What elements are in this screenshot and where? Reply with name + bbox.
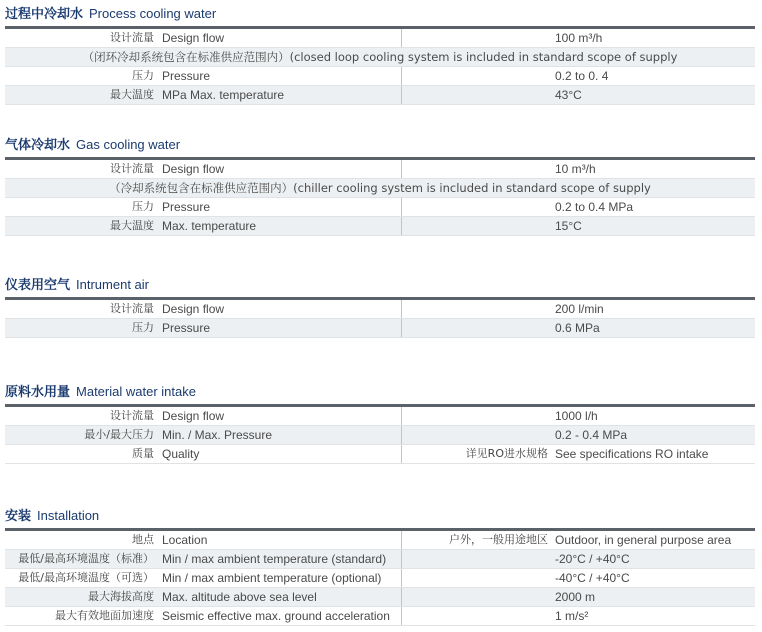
spec-value: 100 m³/h bbox=[555, 31, 603, 45]
spec-section bbox=[5, 384, 755, 464]
column-separator bbox=[401, 319, 402, 337]
section-title bbox=[5, 508, 755, 524]
spec-section bbox=[5, 6, 755, 105]
spec-label-cn: 设计流量 bbox=[110, 31, 154, 44]
spec-value: Outdoor, in general purpose area bbox=[555, 533, 732, 547]
spec-row bbox=[5, 550, 755, 569]
section-title-cn: 气体冷却水 bbox=[5, 138, 71, 153]
section-title bbox=[5, 384, 755, 400]
spec-label-en: Design flow bbox=[162, 162, 225, 176]
spec-value: 43°C bbox=[555, 88, 582, 102]
spec-row bbox=[5, 607, 755, 626]
section-title bbox=[5, 277, 755, 293]
spec-label-en: Seismic effective max. ground acceleration bbox=[162, 609, 390, 623]
spec-row bbox=[5, 160, 755, 179]
spec-value: 200 l/min bbox=[555, 302, 604, 316]
spec-label-en: Min / max ambient temperature (optional) bbox=[162, 571, 382, 585]
spec-value: 2000 m bbox=[555, 590, 596, 604]
spec-label-en: Max. temperature bbox=[162, 219, 257, 233]
column-separator bbox=[401, 67, 402, 85]
spec-value: 0.6 MPa bbox=[555, 321, 600, 335]
spec-row bbox=[5, 217, 755, 236]
column-separator bbox=[401, 29, 402, 47]
spec-row bbox=[5, 198, 755, 217]
spec-row bbox=[5, 407, 755, 426]
column-separator bbox=[401, 569, 402, 587]
spec-row bbox=[5, 588, 755, 607]
spec-value: 15°C bbox=[555, 219, 582, 233]
spec-row bbox=[5, 67, 755, 86]
section-title-en: Intrument air bbox=[76, 277, 149, 292]
spec-label-en: Design flow bbox=[162, 302, 225, 316]
spec-row bbox=[5, 319, 755, 338]
spec-value: See specifications RO intake bbox=[555, 447, 709, 461]
column-separator bbox=[401, 550, 402, 568]
section-title-en: Process cooling water bbox=[89, 6, 217, 21]
spec-value: -20°C / +40°C bbox=[555, 552, 630, 566]
spec-label-cn: 压力 bbox=[132, 200, 154, 213]
column-separator bbox=[401, 607, 402, 625]
spec-label-cn: 设计流量 bbox=[110, 162, 154, 175]
spec-row bbox=[5, 531, 755, 550]
section-title bbox=[5, 6, 755, 22]
spec-label-en: Quality bbox=[162, 447, 200, 461]
spec-label-en: MPa Max. temperature bbox=[162, 88, 285, 102]
scope-note-row: （冷却系统包含在标准供应范围内）(chiller cooling system is included in standard scope of supply bbox=[5, 179, 755, 198]
column-separator bbox=[401, 160, 402, 178]
spec-label-cn: 最大海拔高度 bbox=[88, 590, 154, 603]
column-separator bbox=[401, 86, 402, 104]
column-separator bbox=[401, 426, 402, 444]
spec-row bbox=[5, 445, 755, 464]
column-separator bbox=[401, 300, 402, 318]
spec-row bbox=[5, 300, 755, 319]
spec-value-cn: 户外，一般用途地区 bbox=[449, 533, 548, 546]
spec-label-en: Pressure bbox=[162, 69, 211, 83]
spec-label-cn: 地点 bbox=[132, 533, 154, 546]
section-title-en: Material water intake bbox=[76, 384, 196, 399]
spec-label-en: Max. altitude above sea level bbox=[162, 590, 317, 604]
spec-value-cn: 详见RO进水规格 bbox=[465, 447, 548, 460]
spec-row bbox=[5, 569, 755, 588]
spec-label-cn: 压力 bbox=[132, 321, 154, 334]
spec-row bbox=[5, 86, 755, 105]
spec-label-cn: 最大温度 bbox=[110, 219, 154, 232]
spec-label-cn: 压力 bbox=[132, 69, 154, 82]
spec-value: 10 m³/h bbox=[555, 162, 596, 176]
spec-value: 0.2 to 0. 4 bbox=[555, 69, 609, 83]
column-separator bbox=[401, 445, 402, 463]
spec-label-en: Min / max ambient temperature (standard) bbox=[162, 552, 387, 566]
section-title bbox=[5, 137, 755, 153]
column-separator bbox=[401, 198, 402, 216]
spec-label-cn: 最低/最高环境温度（可选） bbox=[18, 571, 154, 584]
spec-value: 1000 l/h bbox=[555, 409, 598, 423]
spec-label-en: Design flow bbox=[162, 409, 225, 423]
spec-label-cn: 最低/最高环境温度（标准） bbox=[18, 552, 154, 565]
section-title-cn: 过程中冷却水 bbox=[5, 7, 84, 22]
section-title-cn: 安装 bbox=[5, 509, 32, 524]
spec-value: -40°C / +40°C bbox=[555, 571, 630, 585]
spec-label-en: Min. / Max. Pressure bbox=[162, 428, 273, 442]
spec-value: 0.2 - 0.4 MPa bbox=[555, 428, 628, 442]
spec-row bbox=[5, 29, 755, 48]
spec-label-en: Design flow bbox=[162, 31, 225, 45]
spec-value: 1 m/s² bbox=[555, 609, 589, 623]
column-separator bbox=[401, 531, 402, 549]
section-title-cn: 仪表用空气 bbox=[5, 278, 71, 293]
column-separator bbox=[401, 407, 402, 425]
spec-section bbox=[5, 137, 755, 236]
spec-label-en: Pressure bbox=[162, 321, 211, 335]
spec-section bbox=[5, 508, 755, 626]
spec-label-cn: 最小/最大压力 bbox=[84, 428, 154, 441]
scope-note-row: （闭环冷却系统包含在标准供应范围内）(closed loop cooling system is included in standard scope of supply bbox=[5, 48, 755, 67]
spec-value: 0.2 to 0.4 MPa bbox=[555, 200, 634, 214]
spec-label-en: Location bbox=[162, 533, 208, 547]
spec-section bbox=[5, 277, 755, 338]
column-separator bbox=[401, 217, 402, 235]
section-title-en: Installation bbox=[37, 508, 100, 523]
spec-label-cn: 质量 bbox=[132, 447, 154, 460]
spec-label-cn: 最大有效地面加速度 bbox=[55, 609, 154, 622]
spec-row bbox=[5, 426, 755, 445]
spec-label-cn: 最大温度 bbox=[110, 88, 154, 101]
spec-label-cn: 设计流量 bbox=[110, 409, 154, 422]
section-title-cn: 原料水用量 bbox=[5, 385, 71, 400]
column-separator bbox=[401, 588, 402, 606]
spec-label-en: Pressure bbox=[162, 200, 211, 214]
spec-label-cn: 设计流量 bbox=[110, 302, 154, 315]
section-title-en: Gas cooling water bbox=[76, 137, 181, 152]
